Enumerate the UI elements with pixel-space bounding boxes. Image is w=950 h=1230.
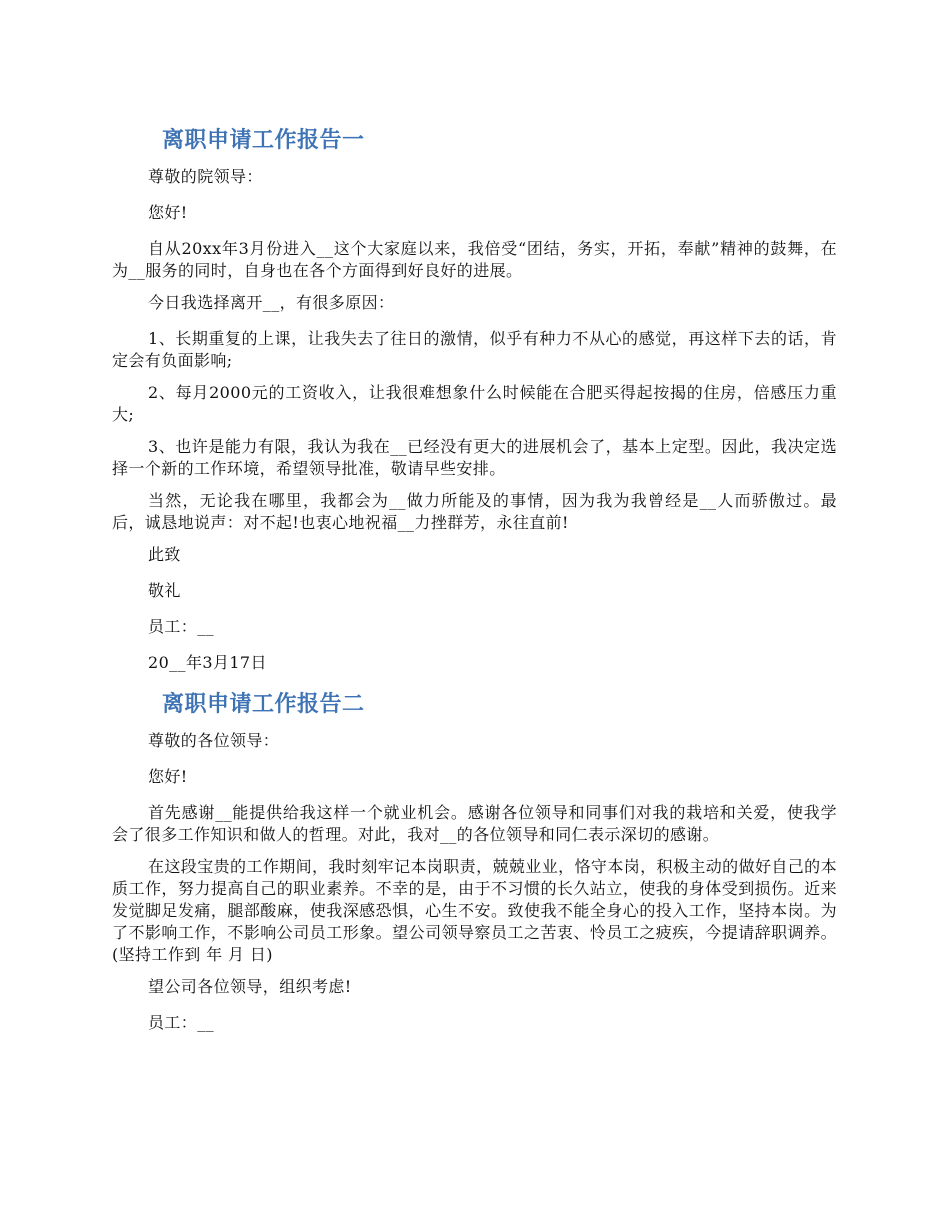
report-1-paragraph: 当然，无论我在哪里，我都会为__做力所能及的事情，因为我为我曾经是__人而骄傲过。最后，诚恳地说声：对不起!也衷心地祝福__力挫群芳，永往直前! bbox=[112, 491, 837, 532]
report-1-salutation: 尊敬的院领导： bbox=[148, 167, 263, 186]
report-1-date: 20__年3月17日 bbox=[148, 653, 267, 672]
report-1-paragraph: 3、也许是能力有限，我认为我在__已经没有更大的进展机会了，基本上定型。因此，我决定选择一个新的工作环境，希望领导批准，敬请早些安排。 bbox=[112, 437, 837, 478]
report-2-paragraph: 望公司各位领导，组织考虑! bbox=[148, 977, 352, 996]
report-1-paragraph: 1、长期重复的上课，让我失去了往日的激情，似乎有种力不从心的感觉，再这样下去的话，肯定会有负面影响; bbox=[112, 329, 837, 370]
report-2-title: 离职申请工作报告二 bbox=[162, 692, 365, 717]
report-1-closing: 此致 bbox=[148, 545, 181, 564]
document-content bbox=[112, 124, 837, 1048]
report-1-greeting: 您好! bbox=[148, 203, 188, 222]
report-1-paragraph: 2、每月2000元的工资收入，让我很难想象什么时候能在合肥买得起按揭的住房，倍感压力重大; bbox=[112, 383, 837, 424]
report-2-employee: 员工：__ bbox=[148, 1013, 215, 1032]
report-1-paragraph: 今日我选择离开__，有很多原因： bbox=[148, 293, 395, 312]
report-2-paragraph: 首先感谢__能提供给我这样一个就业机会。感谢各位领导和同事们对我的栽培和关爱，使我学会了很多工作知识和做人的哲理。对此，我对__的各位领导和同仁表示深切的感谢。 bbox=[112, 803, 837, 844]
report-1-paragraph: 自从20xx年3月份进入__这个大家庭以来，我倍受“团结，务实，开拓，奉献”精神的鼓舞，在为__服务的同时，自身也在各个方面得到好良好的进展。 bbox=[112, 239, 837, 280]
report-2-greeting: 您好! bbox=[148, 767, 188, 786]
report-1-employee: 员工：__ bbox=[148, 617, 215, 636]
report-1-title: 离职申请工作报告一 bbox=[162, 128, 365, 153]
report-2-paragraph: 在这段宝贵的工作期间，我时刻牢记本岗职责，兢兢业业，恪守本岗，积极主动的做好自己的本质工作，努力提高自己的职业素养。不幸的是，由于不习惯的长久站立，使我的身体受到损伤。近来发觉脚足发痛，腿部酸麻，使我深感恐惧，心生不安。致使我不能全身心的投入工作，坚持本岗。为了不影响工作，不影响公司员工形象。望公司领导察员工之苦衷、怜员工之疲疾，今提请辞职调养。(坚持工作到 年 月 日) bbox=[112, 857, 837, 964]
report-1-closing: 敬礼 bbox=[148, 581, 181, 600]
report-2-salutation: 尊敬的各位领导： bbox=[148, 731, 280, 750]
